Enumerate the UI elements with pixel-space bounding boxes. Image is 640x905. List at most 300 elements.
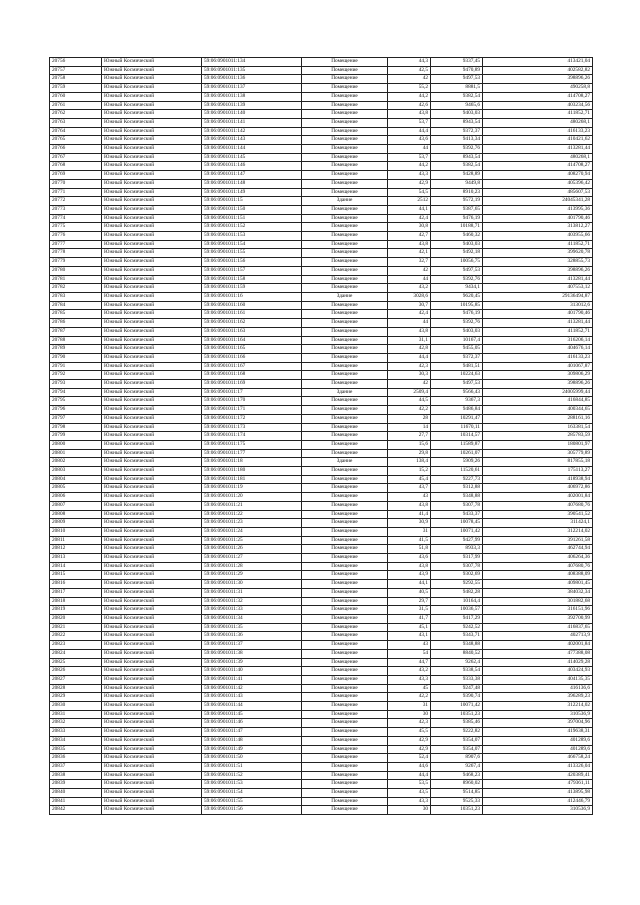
row-number: 20771 bbox=[50, 188, 102, 197]
object-type: Здание bbox=[302, 197, 388, 206]
district-name: Южный Космический bbox=[102, 397, 202, 406]
district-name: Южный Космический bbox=[102, 449, 202, 458]
cadastral-number: 59:06:0901011:142 bbox=[202, 127, 302, 136]
area-value: 55,2 bbox=[388, 84, 431, 93]
object-type: Здание bbox=[302, 388, 388, 397]
cadastral-value: 409801,45 bbox=[483, 580, 593, 589]
object-type: Помещение bbox=[302, 406, 388, 415]
cadastral-number: 59:06:0901011:19 bbox=[202, 484, 302, 493]
table-row bbox=[50, 423, 593, 432]
cadastral-value: 411852,71 bbox=[483, 110, 593, 119]
row-number: 20780 bbox=[50, 266, 102, 275]
cadastral-value: 398896,26 bbox=[483, 380, 593, 389]
table-row bbox=[50, 118, 593, 127]
row-number: 20820 bbox=[50, 615, 102, 624]
district-name: Южный Космический bbox=[102, 658, 202, 667]
object-type: Помещение bbox=[302, 710, 388, 719]
cadastral-value: 312214,02 bbox=[483, 702, 593, 711]
table-row bbox=[50, 684, 593, 693]
unit-price: 9348,88 bbox=[431, 641, 483, 650]
object-type: Помещение bbox=[302, 397, 388, 406]
table-row bbox=[50, 310, 593, 319]
unit-price: 10188,71 bbox=[431, 223, 483, 232]
table-row bbox=[50, 493, 593, 502]
object-type: Помещение bbox=[302, 641, 388, 650]
cadastral-value: 419638,31 bbox=[483, 728, 593, 737]
unit-price: 9302,69 bbox=[431, 571, 483, 580]
cadastral-number: 59:06:0901011:154 bbox=[202, 240, 302, 249]
area-value: 44,4 bbox=[388, 771, 431, 780]
district-name: Южный Космический bbox=[102, 771, 202, 780]
row-number: 20831 bbox=[50, 710, 102, 719]
table-row bbox=[50, 380, 593, 389]
unit-price: 9434,1 bbox=[431, 284, 483, 293]
cadastral-value: 407680,76 bbox=[483, 501, 593, 510]
table-row bbox=[50, 327, 593, 336]
row-number: 20830 bbox=[50, 702, 102, 711]
unit-price: 10164,4 bbox=[431, 597, 483, 606]
unit-price: 10261,07 bbox=[431, 449, 483, 458]
cadastral-number: 59:06:0901011:150 bbox=[202, 205, 302, 214]
district-name: Южный Космический bbox=[102, 588, 202, 597]
object-type: Помещение bbox=[302, 545, 388, 554]
object-type: Помещение bbox=[302, 493, 388, 502]
district-name: Южный Космический bbox=[102, 432, 202, 441]
object-type: Помещение bbox=[302, 632, 388, 641]
cadastral-value: 390541,52 bbox=[483, 510, 593, 519]
district-name: Южный Космический bbox=[102, 353, 202, 362]
table-row bbox=[50, 789, 593, 798]
unit-price: 10078,45 bbox=[431, 519, 483, 528]
cadastral-number: 59:06:0901011:168 bbox=[202, 371, 302, 380]
cadastral-value: 477388,08 bbox=[483, 649, 593, 658]
area-value: 44,6 bbox=[388, 762, 431, 771]
row-number: 20824 bbox=[50, 649, 102, 658]
object-type: Помещение bbox=[302, 258, 388, 267]
table-row bbox=[50, 223, 593, 232]
cadastral-number: 59:06:0901011:42 bbox=[202, 684, 302, 693]
area-value: 43,8 bbox=[388, 562, 431, 571]
district-name: Южный Космический bbox=[102, 92, 202, 101]
cadastral-value: 413895,98 bbox=[483, 789, 593, 798]
table-row bbox=[50, 780, 593, 789]
unit-price: 9242,52 bbox=[431, 623, 483, 632]
cadastral-value: 328855,73 bbox=[483, 258, 593, 267]
unit-price: 10167,4 bbox=[431, 336, 483, 345]
cadastral-number: 59:06:0901011:170 bbox=[202, 397, 302, 406]
cadastral-number: 59:06:0901011:141 bbox=[202, 118, 302, 127]
table-row bbox=[50, 345, 593, 354]
cadastral-value: 401289,6 bbox=[483, 745, 593, 754]
unit-price: 9403,03 bbox=[431, 110, 483, 119]
row-number: 20809 bbox=[50, 519, 102, 528]
unit-price: 9367,3 bbox=[431, 397, 483, 406]
district-name: Южный Космический bbox=[102, 728, 202, 737]
unit-price: 9455,05 bbox=[431, 345, 483, 354]
area-value: 43,1 bbox=[388, 632, 431, 641]
unit-price: 9317,99 bbox=[431, 554, 483, 563]
district-name: Южный Космический bbox=[102, 179, 202, 188]
unit-price: 8881,5 bbox=[431, 84, 483, 93]
unit-price: 10195,85 bbox=[431, 301, 483, 310]
row-number: 20807 bbox=[50, 501, 102, 510]
unit-price: 9492,18 bbox=[431, 249, 483, 258]
cadastral-value: 416837,65 bbox=[483, 623, 593, 632]
cadastral-value: 285783,59 bbox=[483, 432, 593, 441]
table-row bbox=[50, 484, 593, 493]
unit-price: 11670,11 bbox=[431, 423, 483, 432]
row-number: 20762 bbox=[50, 110, 102, 119]
object-type: Помещение bbox=[302, 562, 388, 571]
table-row bbox=[50, 406, 593, 415]
area-value: 44 bbox=[388, 319, 431, 328]
area-value: 42,3 bbox=[388, 362, 431, 371]
area-value: 42,5 bbox=[388, 66, 431, 75]
area-value: 44 bbox=[388, 145, 431, 154]
cadastral-number: 59:06:0901011:136 bbox=[202, 75, 302, 84]
object-type: Помещение bbox=[302, 736, 388, 745]
table-row bbox=[50, 519, 593, 528]
cadastral-value: 479361,11 bbox=[483, 780, 593, 789]
unit-price: 9482,28 bbox=[431, 588, 483, 597]
district-name: Южный Космический bbox=[102, 380, 202, 389]
cadastral-value: 404676,14 bbox=[483, 345, 593, 354]
district-name: Южный Космический bbox=[102, 754, 202, 763]
row-number: 20804 bbox=[50, 475, 102, 484]
cadastral-value: 408270,94 bbox=[483, 171, 593, 180]
district-name: Южный Космический bbox=[102, 649, 202, 658]
district-name: Южный Космический bbox=[102, 127, 202, 136]
area-value: 43,8 bbox=[388, 110, 431, 119]
object-type: Помещение bbox=[302, 75, 388, 84]
cadastral-value: 817855,18 bbox=[483, 458, 593, 467]
object-type: Помещение bbox=[302, 153, 388, 162]
cadastral-number: 59:06:0901011:171 bbox=[202, 406, 302, 415]
cadastral-value: 490258,8 bbox=[483, 84, 593, 93]
district-name: Южный Космический bbox=[102, 371, 202, 380]
district-name: Южный Космический bbox=[102, 301, 202, 310]
row-number: 20767 bbox=[50, 153, 102, 162]
cadastral-value: 403424,93 bbox=[483, 667, 593, 676]
row-number: 20788 bbox=[50, 336, 102, 345]
object-type: Помещение bbox=[302, 789, 388, 798]
cadastral-number: 59:06:0901011:177 bbox=[202, 449, 302, 458]
unit-price: 9525,33 bbox=[431, 797, 483, 806]
unit-price: 9267,4 bbox=[431, 762, 483, 771]
area-value: 43,8 bbox=[388, 240, 431, 249]
cadastral-number: 59:06:0901011:20 bbox=[202, 493, 302, 502]
row-number: 20842 bbox=[50, 806, 102, 815]
table-row bbox=[50, 101, 593, 110]
cadastral-number: 59:06:0901011:153 bbox=[202, 232, 302, 241]
table-row bbox=[50, 606, 593, 615]
object-type: Помещение bbox=[302, 440, 388, 449]
object-type: Помещение bbox=[302, 284, 388, 293]
row-number: 20841 bbox=[50, 797, 102, 806]
cadastral-number: 59:06:0901011:144 bbox=[202, 145, 302, 154]
area-value: 44,4 bbox=[388, 353, 431, 362]
cadastral-number: 59:06:0901011:158 bbox=[202, 275, 302, 284]
cadastral-number: 59:06:0901011:163 bbox=[202, 327, 302, 336]
object-type: Помещение bbox=[302, 327, 388, 336]
area-value: 42,3 bbox=[388, 719, 431, 728]
object-type: Помещение bbox=[302, 780, 388, 789]
cadastral-number: 59:06:0901011:48 bbox=[202, 736, 302, 745]
cadastral-number: 59:06:0901011:143 bbox=[202, 136, 302, 145]
row-number: 20806 bbox=[50, 493, 102, 502]
district-name: Южный Космический bbox=[102, 423, 202, 432]
cadastral-value: 407553,12 bbox=[483, 284, 593, 293]
row-number: 20759 bbox=[50, 84, 102, 93]
object-type: Помещение bbox=[302, 510, 388, 519]
cadastral-number: 59:06:0901011:140 bbox=[202, 110, 302, 119]
object-type: Помещение bbox=[302, 501, 388, 510]
unit-price: 9390,74 bbox=[431, 693, 483, 702]
cadastral-number: 59:06:0901011:155 bbox=[202, 249, 302, 258]
object-type: Помещение bbox=[302, 127, 388, 136]
row-number: 20825 bbox=[50, 658, 102, 667]
area-value: 27,7 bbox=[388, 432, 431, 441]
area-value: 44 bbox=[388, 275, 431, 284]
table-row bbox=[50, 249, 593, 258]
unit-price: 9428,89 bbox=[431, 171, 483, 180]
cadastral-value: 403234,56 bbox=[483, 101, 593, 110]
cadastral-value: 175113,27 bbox=[483, 467, 593, 476]
object-type: Помещение bbox=[302, 571, 388, 580]
table-row bbox=[50, 275, 593, 284]
cadastral-value: 288161,16 bbox=[483, 414, 593, 423]
cadastral-value: 413421,04 bbox=[483, 58, 593, 67]
table-row bbox=[50, 580, 593, 589]
table-row bbox=[50, 762, 593, 771]
area-value: 42,2 bbox=[388, 693, 431, 702]
row-number: 20805 bbox=[50, 484, 102, 493]
cadastral-value: 480268,1 bbox=[483, 153, 593, 162]
row-number: 20803 bbox=[50, 467, 102, 476]
cadastral-number: 59:06:0901011:43 bbox=[202, 693, 302, 702]
table-row bbox=[50, 197, 593, 206]
district-name: Южный Космический bbox=[102, 493, 202, 502]
table-row bbox=[50, 588, 593, 597]
cadastral-number: 59:06:0901011:53 bbox=[202, 780, 302, 789]
unit-price: 8943,54 bbox=[431, 118, 483, 127]
district-name: Южный Космический bbox=[102, 197, 202, 206]
cadastral-number: 59:06:0901011:175 bbox=[202, 440, 302, 449]
table-row bbox=[50, 232, 593, 241]
district-name: Южный Космический bbox=[102, 597, 202, 606]
cadastral-number: 59:06:0901011:27 bbox=[202, 554, 302, 563]
cadastral-number: 59:06:0901011:149 bbox=[202, 188, 302, 197]
area-value: 43 bbox=[388, 641, 431, 650]
object-type: Помещение bbox=[302, 754, 388, 763]
area-value: 42,9 bbox=[388, 745, 431, 754]
cadastral-number: 59:06:0901011:160 bbox=[202, 301, 302, 310]
district-name: Южный Космический bbox=[102, 789, 202, 798]
table-row bbox=[50, 205, 593, 214]
table-row bbox=[50, 92, 593, 101]
table-row bbox=[50, 719, 593, 728]
area-value: 42,9 bbox=[388, 179, 431, 188]
table-row bbox=[50, 110, 593, 119]
district-name: Южный Космический bbox=[102, 510, 202, 519]
row-number: 20785 bbox=[50, 310, 102, 319]
object-type: Помещение bbox=[302, 66, 388, 75]
unit-price: 9262,4 bbox=[431, 658, 483, 667]
row-number: 20789 bbox=[50, 345, 102, 354]
district-name: Южный Космический bbox=[102, 484, 202, 493]
district-name: Южный Космический bbox=[102, 275, 202, 284]
table-row bbox=[50, 449, 593, 458]
unit-price: 9222,82 bbox=[431, 728, 483, 737]
row-number: 20756 bbox=[50, 58, 102, 67]
unit-price: 9354,07 bbox=[431, 736, 483, 745]
area-value: 30,8 bbox=[388, 223, 431, 232]
object-type: Помещение bbox=[302, 588, 388, 597]
row-number: 20761 bbox=[50, 101, 102, 110]
row-number: 20835 bbox=[50, 745, 102, 754]
cadastral-number: 59:06:0901011:45 bbox=[202, 710, 302, 719]
area-value: 43,6 bbox=[388, 136, 431, 145]
area-value: 42,2 bbox=[388, 406, 431, 415]
area-value: 15,2 bbox=[388, 467, 431, 476]
object-type: Помещение bbox=[302, 249, 388, 258]
row-number: 20765 bbox=[50, 136, 102, 145]
object-type: Помещение bbox=[302, 519, 388, 528]
row-number: 20796 bbox=[50, 406, 102, 415]
district-name: Южный Космический bbox=[102, 118, 202, 127]
unit-price: 10224,63 bbox=[431, 371, 483, 380]
district-name: Южный Космический bbox=[102, 562, 202, 571]
row-number: 20802 bbox=[50, 458, 102, 467]
cadastral-value: 392700,99 bbox=[483, 615, 593, 624]
unit-price: 10291,47 bbox=[431, 414, 483, 423]
district-name: Южный Космический bbox=[102, 736, 202, 745]
row-number: 20772 bbox=[50, 197, 102, 206]
cadastral-value: 413281,44 bbox=[483, 319, 593, 328]
area-value: 54,5 bbox=[388, 188, 431, 197]
area-value: 53,7 bbox=[388, 153, 431, 162]
table-row bbox=[50, 458, 593, 467]
cadastral-value: 406972,86 bbox=[483, 484, 593, 493]
cadastral-number: 59:06:0901011:134 bbox=[202, 58, 302, 67]
cadastral-value: 414708,27 bbox=[483, 92, 593, 101]
unit-price: 9460,32 bbox=[431, 232, 483, 241]
table-row bbox=[50, 545, 593, 554]
cadastral-value: 466758,24 bbox=[483, 754, 593, 763]
row-number: 20793 bbox=[50, 380, 102, 389]
row-number: 20800 bbox=[50, 440, 102, 449]
object-type: Помещение bbox=[302, 345, 388, 354]
unit-price: 9372,37 bbox=[431, 127, 483, 136]
area-value: 30 bbox=[388, 806, 431, 815]
cadastral-number: 59:06:0901011:24 bbox=[202, 527, 302, 536]
district-name: Южный Космический bbox=[102, 345, 202, 354]
area-value: 52,4 bbox=[388, 754, 431, 763]
area-value: 44,1 bbox=[388, 580, 431, 589]
cadastral-number: 59:06:0901011:54 bbox=[202, 789, 302, 798]
row-number: 20757 bbox=[50, 66, 102, 75]
row-number: 20764 bbox=[50, 127, 102, 136]
table-body bbox=[50, 58, 593, 815]
row-number: 20795 bbox=[50, 397, 102, 406]
unit-price: 9333,38 bbox=[431, 675, 483, 684]
object-type: Здание bbox=[302, 292, 388, 301]
area-value: 15,6 bbox=[388, 440, 431, 449]
row-number: 20814 bbox=[50, 562, 102, 571]
table-row bbox=[50, 536, 593, 545]
object-type: Помещение bbox=[302, 353, 388, 362]
district-name: Южный Космический bbox=[102, 223, 202, 232]
unit-price: 9566,43 bbox=[431, 388, 483, 397]
cadastral-number: 59:06:0901011:173 bbox=[202, 423, 302, 432]
unit-price: 9514,85 bbox=[431, 789, 483, 798]
row-number: 20770 bbox=[50, 179, 102, 188]
object-type: Помещение bbox=[302, 432, 388, 441]
row-number: 20812 bbox=[50, 545, 102, 554]
cadastral-number: 59:06:0901011:138 bbox=[202, 92, 302, 101]
unit-price: 9392,76 bbox=[431, 319, 483, 328]
cadastral-value: 462744,94 bbox=[483, 545, 593, 554]
unit-price: 9307,78 bbox=[431, 501, 483, 510]
cadastral-number: 59:06:0901011:15 bbox=[202, 197, 302, 206]
district-name: Южный Космический bbox=[102, 101, 202, 110]
cadastral-value: 311424,1 bbox=[483, 519, 593, 528]
unit-price: 9385,46 bbox=[431, 719, 483, 728]
area-value: 44,3 bbox=[388, 58, 431, 67]
district-name: Южный Космический bbox=[102, 205, 202, 214]
object-type: Помещение bbox=[302, 214, 388, 223]
row-number: 20798 bbox=[50, 423, 102, 432]
district-name: Южный Космический bbox=[102, 110, 202, 119]
cadastral-value: 408388,09 bbox=[483, 571, 593, 580]
object-type: Помещение bbox=[302, 205, 388, 214]
table-row bbox=[50, 145, 593, 154]
district-name: Южный Космический bbox=[102, 284, 202, 293]
object-type: Помещение bbox=[302, 806, 388, 815]
table-row bbox=[50, 615, 593, 624]
area-value: 43,3 bbox=[388, 171, 431, 180]
district-name: Южный Космический bbox=[102, 693, 202, 702]
cadastral-number: 59:06:0901011:36 bbox=[202, 632, 302, 641]
cadastral-value: 412446,79 bbox=[483, 797, 593, 806]
area-value: 31,1 bbox=[388, 336, 431, 345]
unit-price: 9427,99 bbox=[431, 536, 483, 545]
object-type: Помещение bbox=[302, 797, 388, 806]
object-type: Помещение bbox=[302, 136, 388, 145]
area-value: 2509,4 bbox=[388, 388, 431, 397]
cadastral-number: 59:06:0901011:34 bbox=[202, 615, 302, 624]
table-row bbox=[50, 736, 593, 745]
cadastral-value: 416844,85 bbox=[483, 397, 593, 406]
cadastral-value: 313812,27 bbox=[483, 223, 593, 232]
cadastral-value: 400344,65 bbox=[483, 406, 593, 415]
cadastral-number: 59:06:0901011:137 bbox=[202, 84, 302, 93]
table-row bbox=[50, 292, 593, 301]
district-name: Южный Космический bbox=[102, 171, 202, 180]
cadastral-number: 59:06:0901011:146 bbox=[202, 162, 302, 171]
table-row bbox=[50, 797, 593, 806]
table-row bbox=[50, 240, 593, 249]
area-value: 42,9 bbox=[388, 736, 431, 745]
table-row bbox=[50, 754, 593, 763]
table-row bbox=[50, 153, 593, 162]
table-row bbox=[50, 693, 593, 702]
object-type: Помещение bbox=[302, 649, 388, 658]
district-name: Южный Космический bbox=[102, 440, 202, 449]
object-type: Помещение bbox=[302, 423, 388, 432]
object-type: Помещение bbox=[302, 745, 388, 754]
cadastral-number: 59:06:0901011:31 bbox=[202, 588, 302, 597]
